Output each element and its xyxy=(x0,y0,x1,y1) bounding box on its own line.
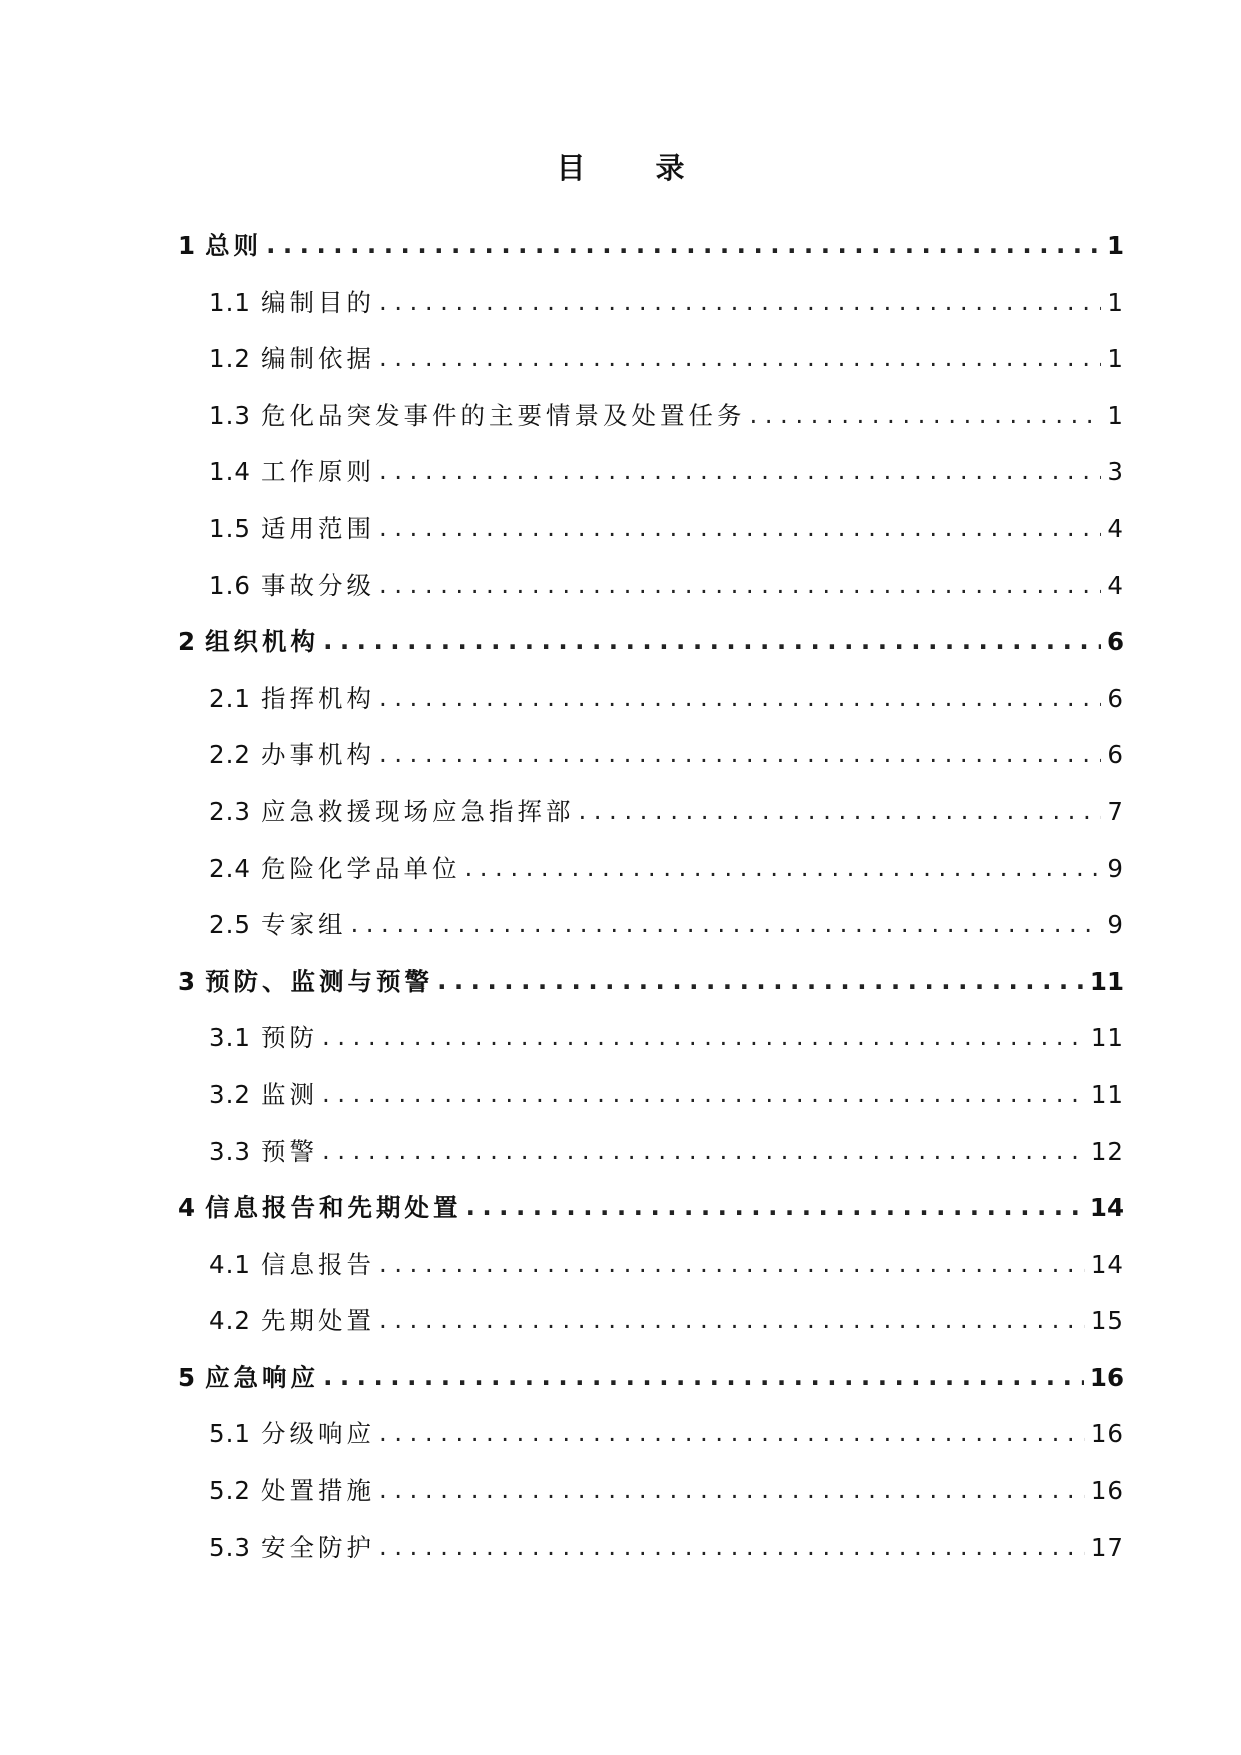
toc-entry-3[interactable] xyxy=(178,954,1124,1011)
dot-leader xyxy=(322,1009,1085,1066)
toc-entry-page: 9 xyxy=(1107,853,1124,883)
toc-entry-number: 2.4 xyxy=(209,853,251,883)
toc-entry-number: 4 xyxy=(178,1193,196,1223)
toc-entry-number: 1.3 xyxy=(209,400,251,430)
toc-entry-title: 事故分级 xyxy=(260,570,375,600)
dot-leader xyxy=(379,1292,1085,1349)
toc-entry-title: 监测 xyxy=(260,1079,318,1109)
toc-entry-3-3[interactable] xyxy=(178,1124,1124,1181)
toc-entry-page: 16 xyxy=(1089,1362,1124,1392)
toc-entry-page: 4 xyxy=(1107,513,1124,543)
toc-entry-4-1[interactable] xyxy=(178,1237,1124,1294)
toc-entry-title: 信息报告和先期处置 xyxy=(205,1193,462,1223)
toc-entry-title: 编制依据 xyxy=(260,344,375,374)
toc-entry-number: 1.5 xyxy=(209,513,251,543)
toc-entry-title: 预防 xyxy=(260,1023,318,1053)
toc-entry-3-1[interactable] xyxy=(178,1010,1124,1067)
toc-entry-page: 14 xyxy=(1089,1193,1124,1223)
toc-entry-1-4[interactable] xyxy=(178,444,1124,501)
toc-entry-page: 16 xyxy=(1090,1419,1124,1449)
toc-entry-page: 6 xyxy=(1106,627,1124,657)
toc-entry-page: 1 xyxy=(1107,344,1124,374)
toc-entry-number: 2.1 xyxy=(209,683,251,713)
toc-entry-title: 安全防护 xyxy=(260,1532,375,1562)
toc-entry-number: 3.3 xyxy=(209,1136,251,1166)
toc-entry-number: 5.2 xyxy=(209,1476,251,1506)
toc-entry-4-2[interactable] xyxy=(178,1293,1124,1350)
toc-entry-number: 5.1 xyxy=(209,1419,251,1449)
toc-entry-page: 11 xyxy=(1090,1023,1124,1053)
toc-entry-number: 2 xyxy=(178,627,196,657)
toc-entry-number: 4.2 xyxy=(209,1306,251,1336)
dot-leader xyxy=(350,896,1101,953)
toc-entry-page: 6 xyxy=(1107,740,1124,770)
toc-entry-title: 适用范围 xyxy=(260,513,375,543)
toc-entry-page: 15 xyxy=(1090,1306,1124,1336)
toc-entry-number: 4.1 xyxy=(209,1249,251,1279)
toc-entry-1-3[interactable] xyxy=(178,388,1124,445)
toc-entry-number: 2.5 xyxy=(209,910,251,940)
toc-entry-page: 1 xyxy=(1107,287,1124,317)
toc-entry-number: 1.6 xyxy=(209,570,251,600)
toc-entry-title: 预警 xyxy=(260,1136,318,1166)
toc-entry-page: 6 xyxy=(1107,683,1124,713)
dot-leader xyxy=(322,1066,1085,1123)
toc-entry-number: 1.2 xyxy=(209,344,251,374)
toc-entry-page: 9 xyxy=(1107,910,1124,940)
toc-entry-1-5[interactable] xyxy=(178,501,1124,558)
dot-leader xyxy=(323,1349,1084,1406)
dot-leader xyxy=(379,500,1101,557)
toc-entry-page: 11 xyxy=(1089,966,1124,996)
toc-entry-title: 工作原则 xyxy=(260,457,375,487)
toc-entry-title: 专家组 xyxy=(260,910,347,940)
toc-entry-2-4[interactable] xyxy=(178,841,1124,898)
toc-entry-number: 1 xyxy=(178,231,196,260)
toc-entry-2-3[interactable] xyxy=(178,784,1124,841)
toc-entry-page: 7 xyxy=(1107,796,1124,826)
toc-entry-1-1[interactable] xyxy=(178,275,1124,332)
toc-entry-2-5[interactable] xyxy=(178,897,1124,954)
toc-entry-5-1[interactable] xyxy=(178,1406,1124,1463)
dot-leader xyxy=(437,953,1084,1010)
page-title: 目 录 xyxy=(556,151,715,185)
dot-leader xyxy=(323,613,1101,670)
toc-entry-title: 先期处置 xyxy=(260,1306,375,1336)
dot-leader xyxy=(464,840,1101,897)
dot-leader xyxy=(322,1123,1085,1180)
toc-entry-title: 分级响应 xyxy=(260,1419,375,1449)
toc-entry-page: 14 xyxy=(1090,1249,1124,1279)
dot-leader xyxy=(749,387,1101,444)
dot-leader xyxy=(578,783,1101,840)
dot-leader xyxy=(379,726,1101,783)
dot-leader xyxy=(379,330,1101,387)
toc-entry-title: 信息报告 xyxy=(260,1249,375,1279)
toc-entry-number: 3.1 xyxy=(209,1023,251,1053)
toc-entry-4[interactable] xyxy=(178,1180,1124,1237)
dot-leader xyxy=(379,443,1101,500)
dot-leader xyxy=(379,274,1101,331)
toc-entry-number: 5 xyxy=(178,1362,196,1392)
dot-leader xyxy=(379,1519,1085,1576)
toc-entry-number: 3.2 xyxy=(209,1079,251,1109)
toc-entry-page: 16 xyxy=(1090,1476,1124,1506)
toc-entry-1-6[interactable] xyxy=(178,558,1124,615)
toc-entry-number: 5.3 xyxy=(209,1532,251,1562)
toc-entry-page: 1 xyxy=(1106,231,1124,260)
toc-entry-number: 1.4 xyxy=(209,457,251,487)
toc-entry-page: 11 xyxy=(1090,1079,1124,1109)
dot-leader xyxy=(379,1405,1085,1462)
dot-leader xyxy=(466,1179,1084,1236)
toc-entry-title: 总则 xyxy=(205,231,263,260)
toc-entry-page: 1 xyxy=(1107,400,1124,430)
toc-entry-title: 应急救援现场应急指挥部 xyxy=(260,796,575,826)
toc-entry-title: 预防、监测与预警 xyxy=(205,966,434,996)
toc-entry-number: 1.1 xyxy=(209,287,251,317)
dot-leader xyxy=(379,557,1101,614)
table-of-contents xyxy=(178,218,1124,1576)
toc-entry-title: 指挥机构 xyxy=(260,683,375,713)
toc-entry-number: 3 xyxy=(178,966,196,996)
toc-entry-1[interactable] xyxy=(178,218,1124,275)
toc-entry-5[interactable] xyxy=(178,1350,1124,1407)
dot-leader xyxy=(379,1236,1085,1293)
toc-entry-3-2[interactable] xyxy=(178,1067,1124,1124)
toc-entry-page: 4 xyxy=(1107,570,1124,600)
toc-entry-page: 12 xyxy=(1090,1136,1124,1166)
toc-entry-2-2[interactable] xyxy=(178,727,1124,784)
toc-entry-title: 组织机构 xyxy=(205,627,320,657)
dot-leader xyxy=(266,217,1101,274)
toc-entry-page: 17 xyxy=(1090,1532,1124,1562)
toc-entry-title: 危险化学品单位 xyxy=(260,853,461,883)
toc-entry-5-3[interactable] xyxy=(178,1520,1124,1577)
toc-entry-title: 办事机构 xyxy=(260,740,375,770)
toc-entry-5-2[interactable] xyxy=(178,1463,1124,1520)
toc-entry-page: 3 xyxy=(1107,457,1124,487)
toc-entry-title: 应急响应 xyxy=(205,1362,320,1392)
toc-entry-number: 2.2 xyxy=(209,740,251,770)
toc-entry-2-1[interactable] xyxy=(178,671,1124,728)
toc-entry-number: 2.3 xyxy=(209,796,251,826)
toc-entry-2[interactable] xyxy=(178,614,1124,671)
toc-entry-title: 危化品突发事件的主要情景及处置任务 xyxy=(260,400,746,430)
toc-entry-title: 编制目的 xyxy=(260,287,375,317)
dot-leader xyxy=(379,670,1101,727)
dot-leader xyxy=(379,1462,1085,1519)
toc-entry-title: 处置措施 xyxy=(260,1476,375,1506)
toc-entry-1-2[interactable] xyxy=(178,331,1124,388)
